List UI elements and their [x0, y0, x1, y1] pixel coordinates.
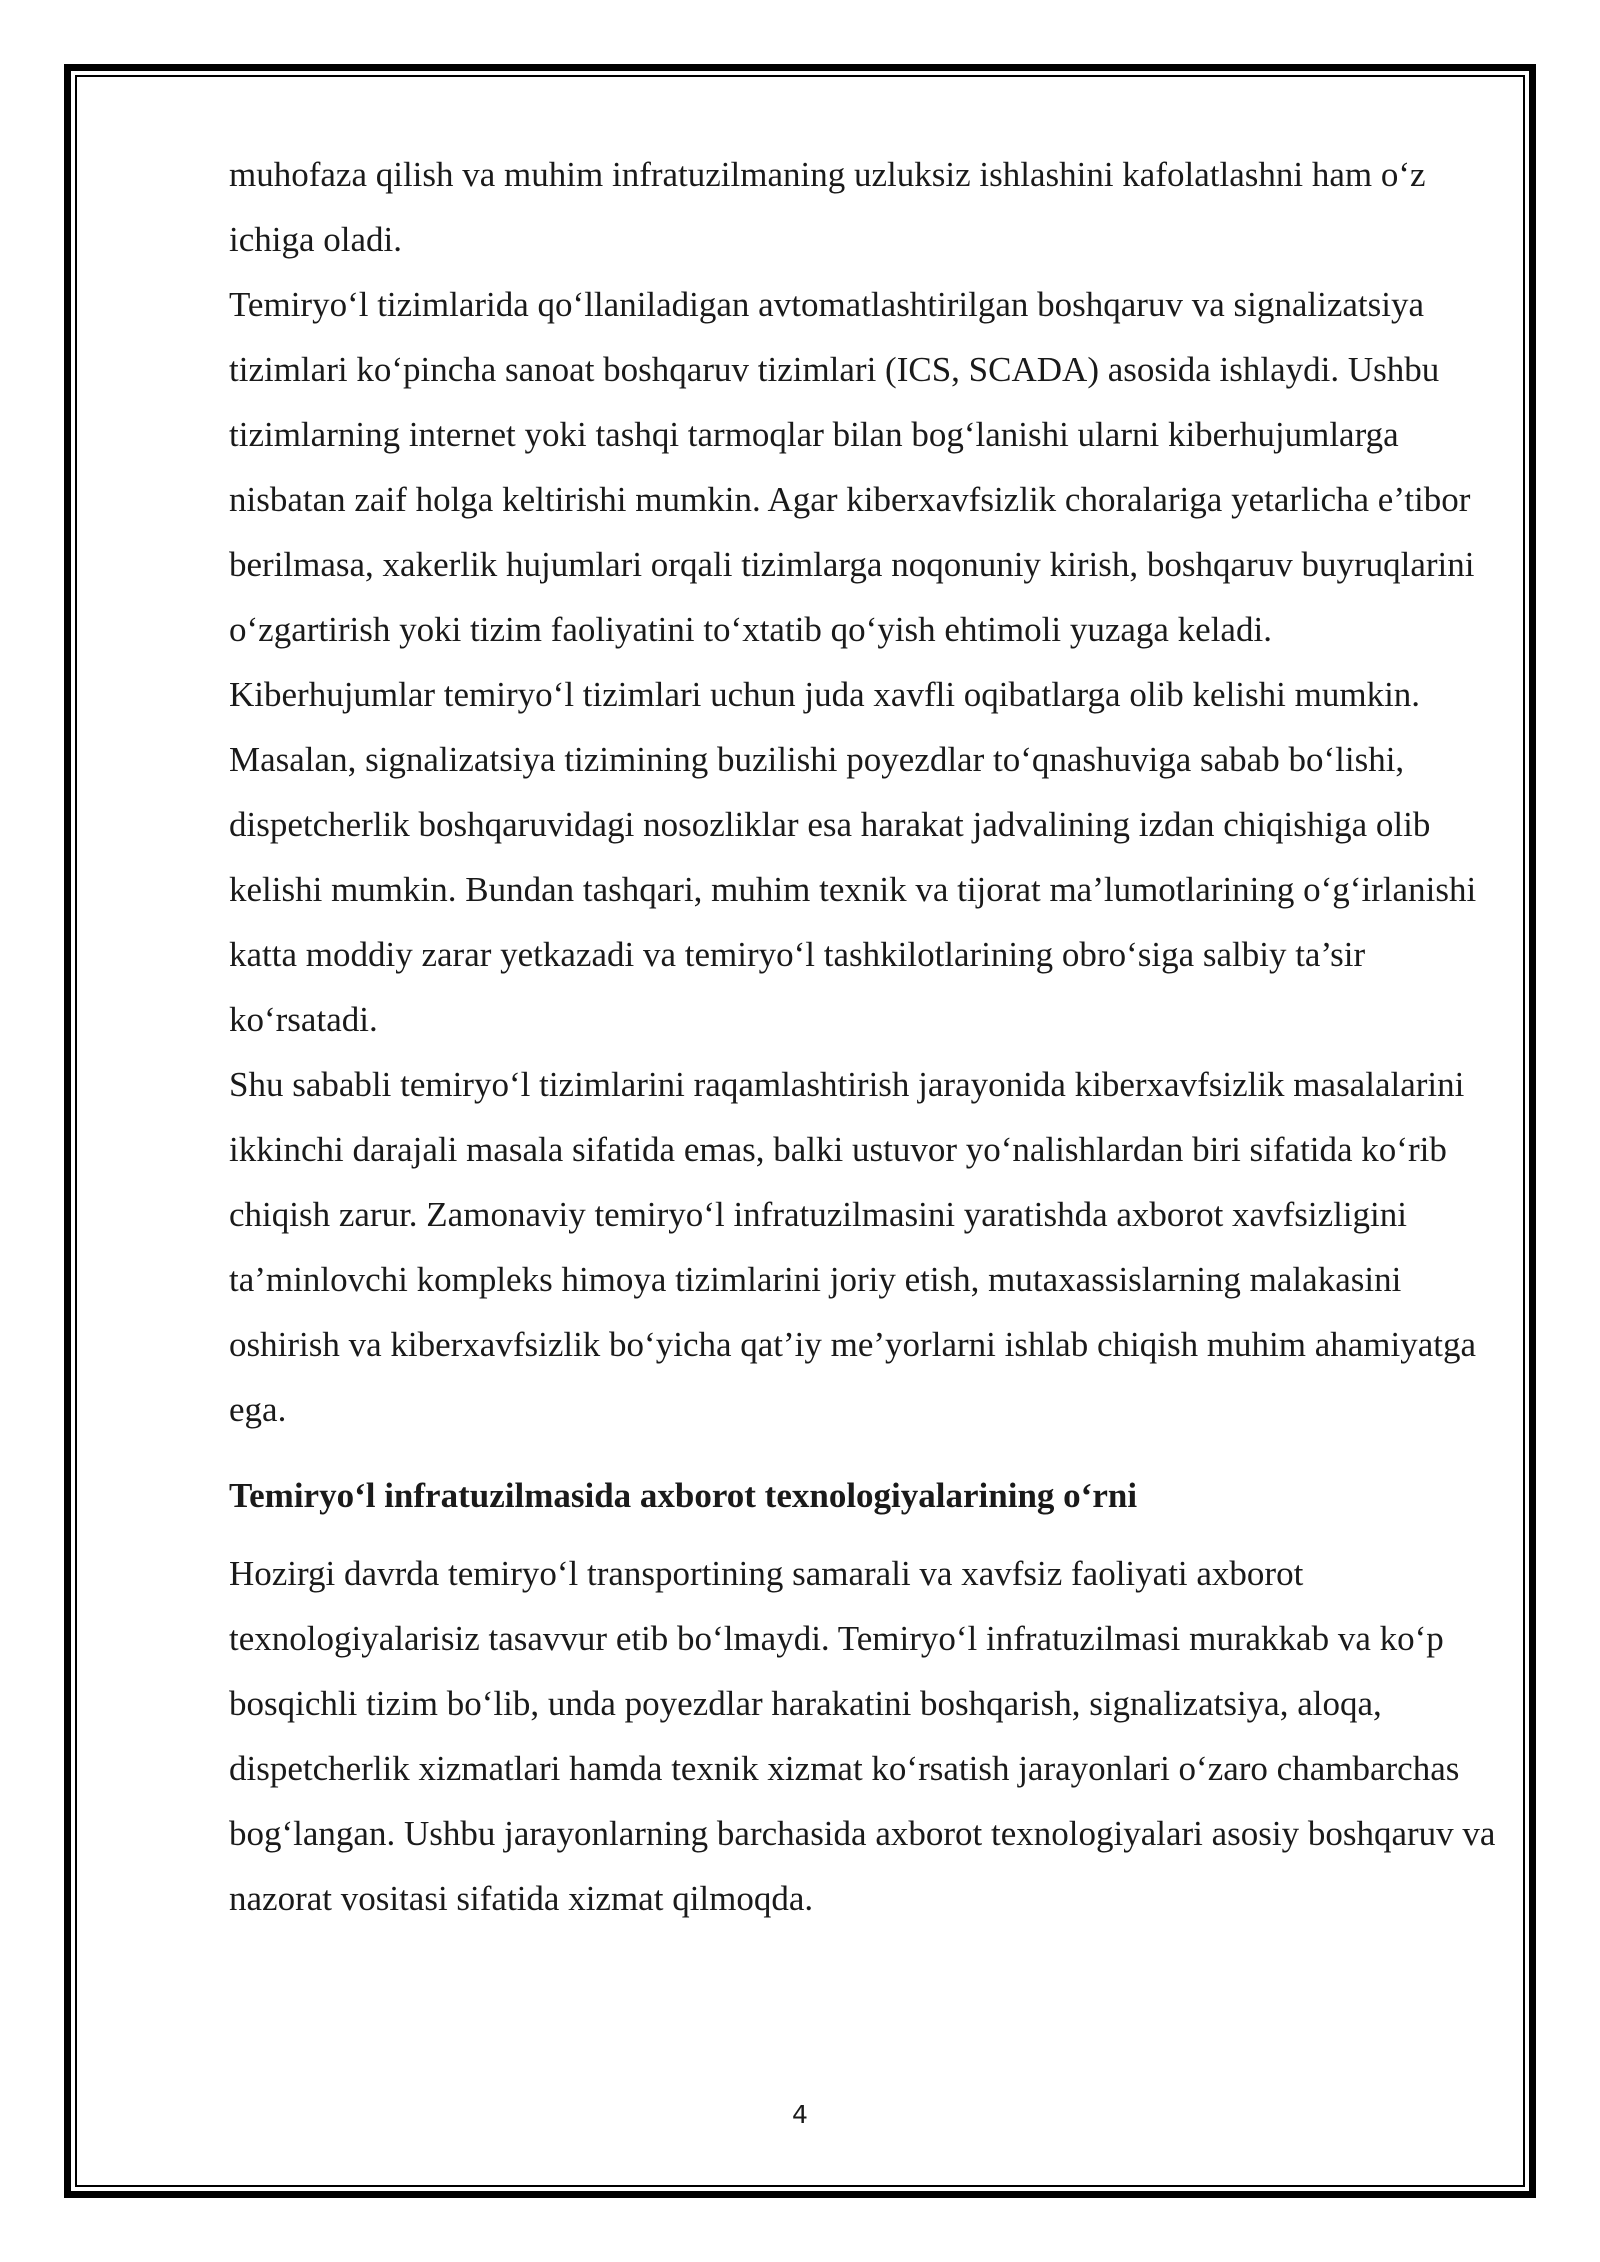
page-number: 4: [792, 2100, 808, 2129]
paragraph-1: muhofaza qilish va muhim infratuzilmaning uzluksiz ishlashini kafolatlashni ham o‘z ichiga oladi.: [229, 155, 1426, 259]
paragraph-3: Kiberhujumlar temiryo‘l tizimlari uchun juda xavfli oqibatlarga olib kelishi mumkin. Masalan, signalizatsiya tizimining buzilishi poyezdlar to‘qnashuviga sabab bo‘lishi, dispetcherlik boshqaruvidagi nosozliklar esa harakat jadvalining izdan chiqishiga olib kelishi mumkin. Bundan tashqari, muhim texnik va tijorat ma’lumotlarining o‘g‘irlanishi katta moddiy zarar yetkazadi va temiryo‘l tashkilotlarining obro‘siga salbiy ta’sir ko‘rsatadi.: [229, 675, 1477, 1039]
section-heading: Temiryo‘l infratuzilmasida axborot texnologiyalarining o‘rni: [229, 1476, 1138, 1515]
paragraph-2: Temiryo‘l tizimlarida qo‘llaniladigan avtomatlashtirilgan boshqaruv va signalizatsiya tizimlari ko‘pincha sanoat boshqaruv tizimlari (ICS, SCADA) asosida ishlaydi. Ushbu tizimlarning internet yoki tashqi tarmoqlar bilan bog‘lanishi ularni kiberhujumlarga nisbatan zaif holga keltirishi mumkin. Agar kiberxavfsizlik choralariga yetarlicha e’tibor berilmasa, xakerlik hujumlari orqali tizimlarga noqonuniy kirish, boshqaruv buyruqlarini o‘zgartirish yoki tizim faoliyatini to‘xtatib qo‘yish ehtimoli yuzaga keladi.: [229, 285, 1475, 649]
document-body: [229, 142, 1499, 1931]
paragraph-4: Shu sababli temiryo‘l tizimlarini raqamlashtirish jarayonida kiberxavfsizlik masalalarini ikkinchi darajali masala sifatida emas, balki ustuvor yo‘nalishlardan biri sifatida ko‘rib chiqish zarur. Zamonaviy temiryo‘l infratuzilmasini yaratishda axborot xavfsizligini ta’minlovchi kompleks himoya tizimlarini joriy etish, mutaxassislarning malakasini oshirish va kiberxavfsizlik bo‘yicha qat’iy me’yorlarni ishlab chiqish muhim ahamiyatga ega.: [229, 1065, 1477, 1429]
paragraph-5: Hozirgi davrda temiryo‘l transportining samarali va xavfsiz faoliyati axborot texnologiyalarisiz tasavvur etib bo‘lmaydi. Temiryo‘l infratuzilmasi murakkab va ko‘p bosqichli tizim bo‘lib, unda poyezdlar harakatini boshqarish, signalizatsiya, aloqa, dispetcherlik xizmatlari hamda texnik xizmat ko‘rsatish jarayonlari o‘zaro chambarchas bog‘langan. Ushbu jarayonlarning barchasida axborot texnologiyalari asosiy boshqaruv va nazorat vositasi sifatida xizmat qilmoqda.: [229, 1554, 1496, 1918]
